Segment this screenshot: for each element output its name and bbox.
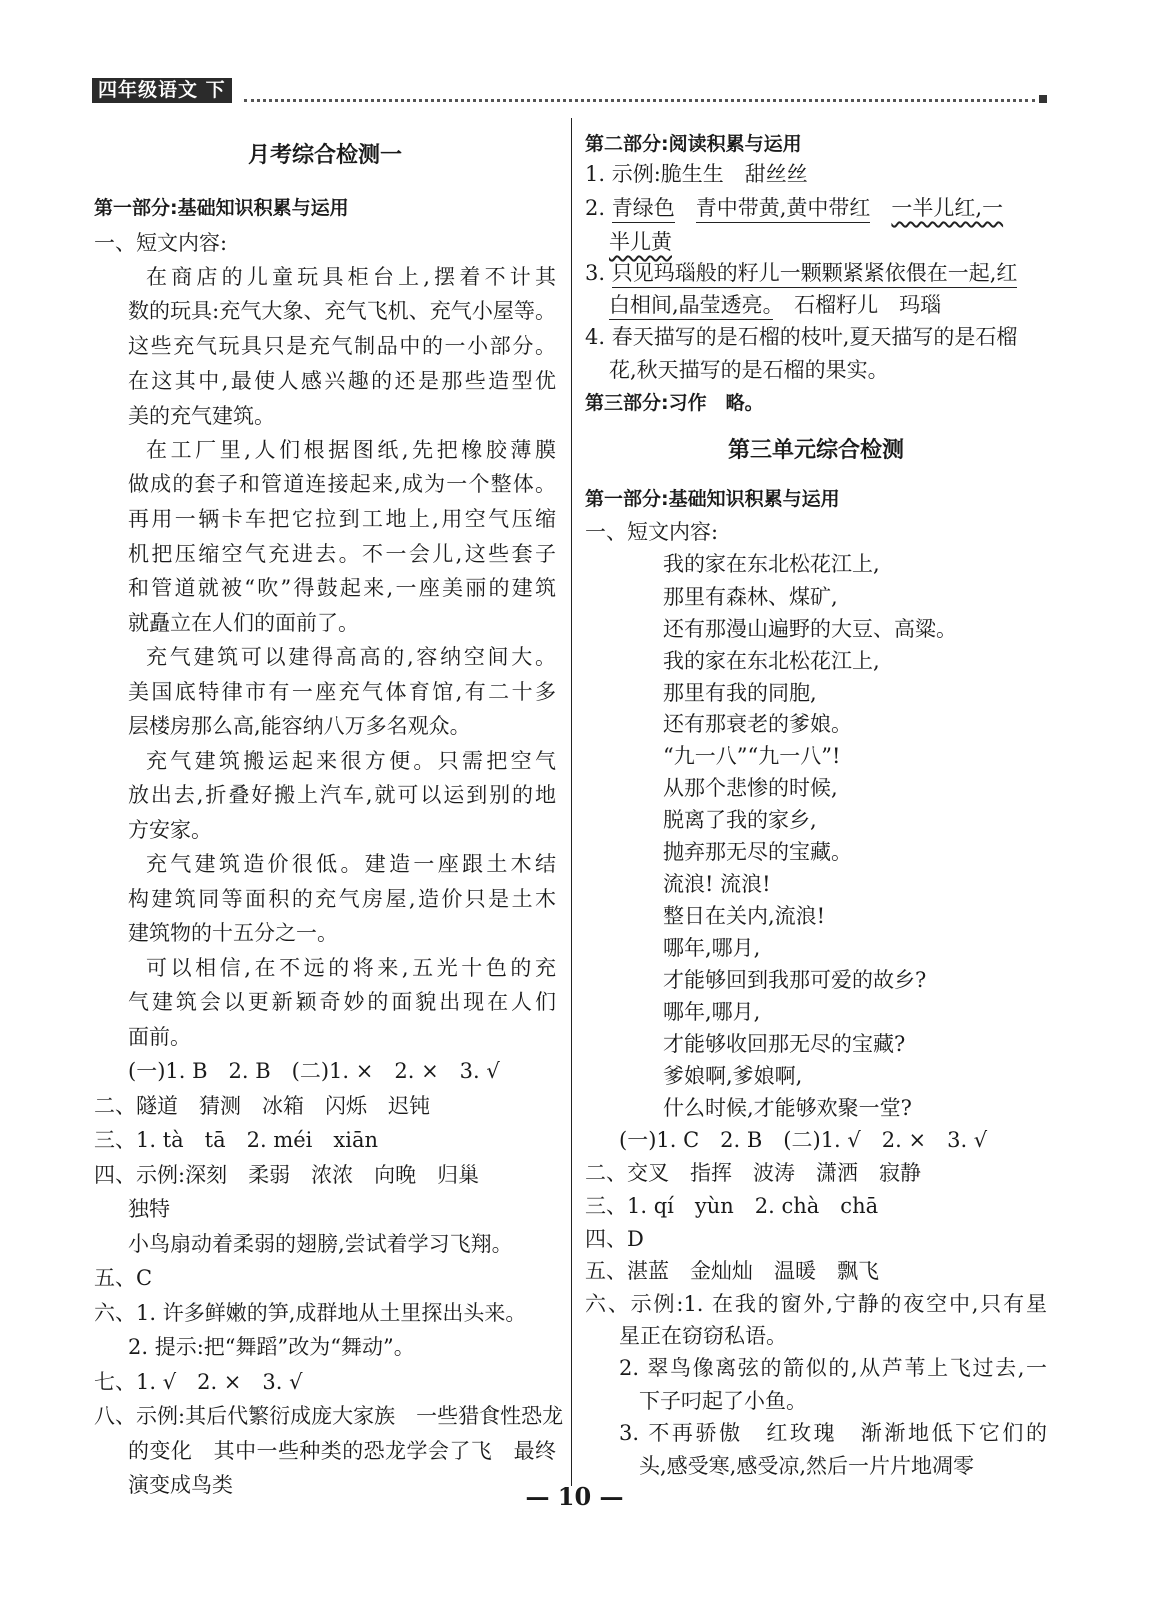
poem-line: 哪年,哪月, — [663, 1000, 761, 1024]
passage-line: 再用一辆卡车把它拉到工地上,用空气压缩 — [128, 507, 556, 531]
answer-line: 1. 示例:脆生生 甜丝丝 — [585, 162, 808, 186]
answer-line: 下子叼起了小鱼。 — [639, 1389, 807, 1413]
answer-line: 头,感受寒,感受凉,然后一片片地凋零 — [639, 1454, 975, 1478]
answer-line: 五、湛蓝 金灿灿 温暖 飘飞 — [585, 1259, 879, 1283]
part-heading: 第一部分:基础知识积累与运用 — [585, 488, 840, 510]
passage-line: 和管道就被“吹”得鼓起来,一座美丽的建筑 — [128, 576, 556, 600]
passage-line: 充气建筑搬运起来很方便。只需把空气 — [146, 749, 556, 773]
page-number: — 10 — — [525, 1482, 624, 1511]
answer-line: 二、交叉 指挥 波涛 潇洒 寂静 — [585, 1161, 921, 1185]
passage-line: 做成的套子和管道连接起来,成为一个整体。 — [128, 472, 556, 496]
poem-line: 流浪! 流浪! — [663, 872, 771, 896]
header-dotted-rule — [244, 99, 1035, 102]
passage-line: 充气建筑造价很低。建造一座跟土木结 — [146, 852, 556, 876]
passage-line: 这些充气玩具只是充气制品中的一小部分。 — [128, 334, 556, 358]
poem-line: 那里有我的同胞, — [663, 681, 817, 705]
page-header — [92, 78, 1047, 104]
answer-line: (一)1. B 2. B (二)1. × 2. × 3. √ — [128, 1059, 500, 1083]
answer-line: 独特 — [128, 1197, 170, 1221]
section-title-1: 月考综合检测一 — [247, 143, 402, 168]
part-heading: 第三部分:习作 略。 — [585, 392, 764, 414]
column-divider — [571, 118, 572, 1486]
passage-line: 构建筑同等面积的充气房屋,造价只是土木 — [128, 887, 556, 911]
item-label: 一、短文内容: — [94, 231, 228, 255]
passage-line: 在工厂里,人们根据图纸,先把橡胶薄膜 — [146, 438, 556, 462]
item-label: 一、短文内容: — [585, 520, 719, 544]
passage-line: 数的玩具:充气大象、充气飞机、充气小屋等。 — [128, 299, 556, 323]
wavy-underlined-answer: 半儿黄 — [609, 230, 672, 254]
answer-line — [585, 258, 1017, 288]
answer-line: 小鸟扇动着柔弱的翅膀,尝试着学习飞翔。 — [128, 1232, 513, 1256]
passage-line: 在这其中,最使人感兴趣的还是那些造型优 — [128, 369, 556, 393]
answer-line: 星正在窃窃私语。 — [619, 1324, 787, 1348]
answer-line: 4. 春天描写的是石榴的枝叶,夏天描写的是石榴 — [585, 325, 1018, 349]
poem-line: 哪年,哪月, — [663, 936, 761, 960]
poem-line: 抛弃那无尽的宝藏。 — [663, 840, 852, 864]
poem-line: “九一八”“九一八”! — [663, 744, 841, 768]
answer-line: 的变化 其中一些种类的恐龙学会了飞 最终 — [128, 1439, 556, 1463]
poem-line: 爹娘啊,爹娘啊, — [663, 1064, 803, 1088]
poem-line: 什么时候,才能够欢聚一堂? — [663, 1096, 912, 1120]
poem-line: 才能够收回那无尽的宝藏? — [663, 1032, 906, 1056]
item-number: 3. — [585, 261, 612, 285]
passage-line: 机把压缩空气充进去。不一会儿,这些套子 — [128, 542, 556, 566]
answer-line — [585, 193, 1003, 223]
passage-line: 可以相信,在不远的将来,五光十色的充 — [146, 956, 556, 980]
passage-line: 放出去,折叠好搬上汽车,就可以运到别的地 — [128, 783, 556, 807]
poem-line: 那里有森林、煤矿, — [663, 585, 838, 609]
underlined-answer: 白相间,晶莹透亮。 — [609, 293, 773, 320]
section-title-2: 第三单元综合检测 — [727, 438, 904, 463]
answer-line: 花,秋天描写的是石榴的果实。 — [609, 358, 889, 382]
passage-line: 建筑物的十五分之一。 — [128, 921, 338, 945]
poem-line: 还有那衰老的爹娘。 — [663, 712, 852, 736]
passage-line: 气建筑会以更新颖奇妙的面貌出现在人们 — [128, 990, 556, 1014]
answer-text: 石榴籽儿 玛瑙 — [773, 293, 942, 317]
passage-line: 在商店的儿童玩具柜台上,摆着不计其 — [146, 265, 556, 289]
answer-line: (一)1. C 2. B (二)1. √ 2. × 3. √ — [619, 1128, 988, 1152]
passage-line: 就矗立在人们的面前了。 — [128, 611, 359, 635]
passage-line: 美国底特律市有一座充气体育馆,有二十多 — [128, 680, 556, 704]
poem-line: 我的家在东北松花江上, — [663, 552, 880, 576]
poem-line: 整日在关内,流浪! — [663, 904, 826, 928]
answer-line: 六、示例:1. 在我的窗外,宁静的夜空中,只有星 — [585, 1292, 1047, 1316]
answer-line: 四、示例:深刻 柔弱 浓浓 向晚 归巢 — [94, 1163, 480, 1187]
passage-line: 方安家。 — [128, 818, 212, 842]
item-number: 2. — [585, 196, 612, 220]
part-heading: 第二部分:阅读积累与运用 — [585, 133, 802, 155]
wavy-underlined-answer: 一半儿红,一 — [891, 196, 1004, 220]
part-heading: 第一部分:基础知识积累与运用 — [94, 197, 349, 219]
underlined-answer: 青中带黄,黄中带红 — [696, 196, 871, 223]
poem-line: 才能够回到我那可爱的故乡? — [663, 968, 927, 992]
answer-line: 2. 提示:把“舞蹈”改为“舞动”。 — [128, 1335, 415, 1359]
answer-line: 四、D — [585, 1227, 644, 1251]
header-tag: 四年级语文 下 — [92, 78, 232, 103]
answer-line — [609, 290, 941, 320]
poem-line: 从那个悲惨的时候, — [663, 776, 838, 800]
poem-line: 我的家在东北松花江上, — [663, 649, 880, 673]
answer-line: 六、1. 许多鲜嫩的笋,成群地从土里探出头来。 — [94, 1301, 527, 1325]
answer-line: 三、1. qí yùn 2. chà chā — [585, 1194, 879, 1218]
passage-line: 面前。 — [128, 1025, 191, 1049]
answer-line: 七、1. √ 2. × 3. √ — [94, 1370, 303, 1394]
passage-line: 充气建筑可以建得高高的,容纳空间大。 — [146, 645, 556, 669]
poem-line: 脱离了我的家乡, — [663, 808, 817, 832]
answer-line: 八、示例:其后代繁衍成庞大家族 一些猎食性恐龙 — [94, 1404, 564, 1428]
answer-line: 演变成鸟类 — [128, 1473, 233, 1497]
answer-line: 3. 不再骄傲 红玫瑰 渐渐地低下它们的 — [619, 1421, 1047, 1445]
poem-line: 还有那漫山遍野的大豆、高粱。 — [663, 617, 957, 641]
underlined-answer: 青绿色 — [612, 196, 675, 223]
answer-line: 二、隧道 猜测 冰箱 闪烁 迟钝 — [94, 1094, 430, 1118]
answer-line: 三、1. tà tā 2. méi xiān — [94, 1128, 379, 1152]
passage-line: 层楼房那么高,能容纳八万多名观众。 — [128, 714, 471, 738]
answer-line: 五、C — [94, 1266, 153, 1290]
header-end-square — [1039, 95, 1047, 103]
underlined-answer: 只见玛瑙般的籽儿一颗颗紧紧依偎在一起,红 — [612, 261, 1018, 288]
answer-line: 2. 翠鸟像离弦的箭似的,从芦苇上飞过去,一 — [619, 1356, 1047, 1380]
answer-line — [609, 227, 672, 257]
passage-line: 美的充气建筑。 — [128, 404, 275, 428]
